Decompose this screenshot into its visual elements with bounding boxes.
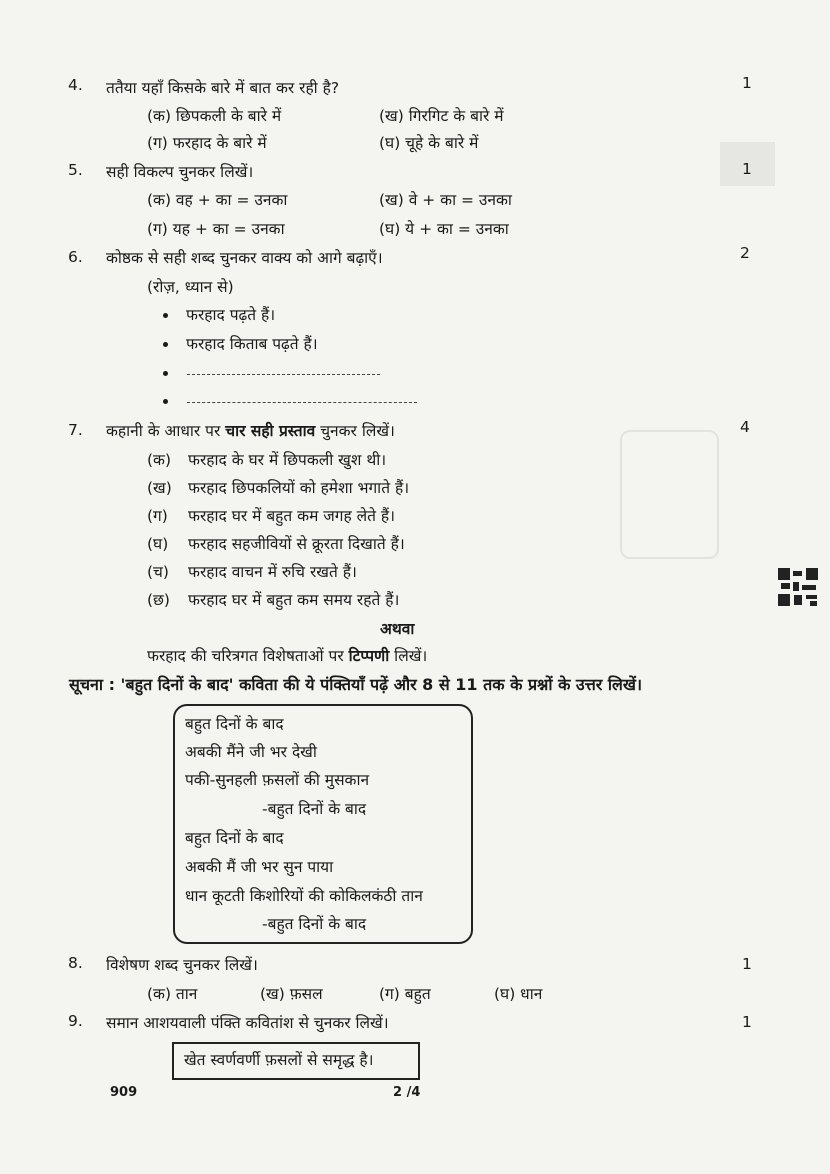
page-number: 2 /4 (393, 1085, 421, 1100)
q8-marks: 1 (742, 955, 752, 973)
paper-code: 909 (110, 1085, 138, 1100)
q6-text: कोष्ठक से सही शब्द चुनकर वाक्य को आगे बढ़ाएँ। (106, 249, 383, 267)
q8-option-a: (क) तान (147, 985, 198, 1003)
q4-number: 4. (68, 76, 83, 94)
q7-text: कहानी के आधार पर चार सही प्रस्ताव चुनकर लिखें। (106, 422, 395, 440)
q6-marks: 2 (740, 244, 750, 262)
poem-line: बहुत दिनों के बाद (185, 829, 284, 847)
poem-line: बहुत दिनों के बाद (185, 715, 284, 733)
poem-line: अबकी मैं जी भर सुन पाया (185, 858, 334, 876)
q8-option-b: (ख) फ़सल (260, 985, 323, 1003)
q8-option-d: (घ) धान (494, 985, 543, 1003)
q8-text: विशेषण शब्द चुनकर लिखें। (106, 956, 258, 974)
q5-text: सही विकल्प चुनकर लिखें। (106, 163, 254, 181)
q5-option-c: (ग) यह + का = उनका (147, 220, 285, 238)
q7-option-label: (घ) (147, 535, 169, 553)
poem-line: पकी-सुनहली फ़सलों की मुसकान (185, 771, 370, 789)
q5-marks: 1 (742, 160, 752, 178)
q4-option-a: (क) छिपकली के बारे में (147, 107, 282, 125)
bullet-icon (163, 313, 168, 318)
q7-option-label: (ग) (147, 507, 168, 525)
q5-option-a: (क) वह + का = उनका (147, 191, 288, 209)
q6-number: 6. (68, 248, 83, 266)
q5-option-b: (ख) वे + का = उनका (379, 191, 512, 209)
q7-option-text: फरहाद घर में बहुत कम जगह लेते हैं। (188, 507, 396, 525)
q4-option-d: (घ) चूहे के बारे में (379, 134, 479, 152)
q7-option-text: फरहाद घर में बहुत कम समय रहते हैं। (188, 591, 400, 609)
q8-option-c: (ग) बहुत (379, 985, 431, 1003)
q7-option-text: फरहाद वाचन में रुचि रखते हैं। (188, 563, 357, 581)
q5-number: 5. (68, 161, 83, 179)
q9-number: 9. (68, 1012, 83, 1030)
q7-option-label: (छ) (147, 591, 170, 609)
q4-marks: 1 (742, 74, 752, 92)
q7-option-label: (च) (147, 563, 169, 581)
bullet-icon (163, 399, 168, 404)
q6-word-choices: (रोज़, ध्यान से) (147, 278, 234, 296)
q7-option-text: फरहाद के घर में छिपकली खुश थी। (188, 451, 387, 469)
bullet-icon (163, 342, 168, 347)
q9-marks: 1 (742, 1013, 752, 1031)
q4-option-b: (ख) गिरगिट के बारे में (379, 107, 504, 125)
bullet-icon (163, 371, 168, 376)
poem-line: धान कूटती किशोरियों की कोकिलकंठी तान (185, 887, 423, 905)
q7-option-label: (ख) (147, 479, 172, 497)
qr-code-icon (778, 568, 818, 606)
q7-alternative: फरहाद की चरित्रगत विशेषताओं पर टिप्पणी लिखें। (147, 647, 428, 665)
q4-text: ततैया यहाँ किसके बारे में बात कर रही है? (106, 79, 340, 97)
poem-line: अबकी मैंने जी भर देखी (185, 743, 317, 761)
q4-option-c: (ग) फरहाद के बारे में (147, 134, 267, 152)
q8-number: 8. (68, 954, 83, 972)
q9-sentence: खेत स्वर्णवर्णी फ़सलों से समृद्ध है। (184, 1051, 374, 1069)
q7-marks: 4 (740, 418, 750, 436)
q9-text: समान आशयवाली पंक्ति कवितांश से चुनकर लिखें। (106, 1014, 389, 1032)
or-divider: अथवा (380, 620, 415, 638)
q7-option-text: फरहाद छिपकलियों को हमेशा भगाते हैं। (188, 479, 410, 497)
bleed-through-mark (620, 430, 719, 559)
poem-line: -बहुत दिनों के बाद (262, 915, 367, 933)
instruction-notice: सूचना : 'बहुत दिनों के बाद' कविता की ये पंक्तियाँ पढ़ें और 8 से 11 तक के प्रश्नों के उत्तर लिखें। (69, 675, 643, 694)
q6-sentence-2: फरहाद किताब पढ़ते हैं। (186, 335, 318, 353)
poem-line: -बहुत दिनों के बाद (262, 800, 367, 818)
q5-option-d: (घ) ये + का = उनका (379, 220, 509, 238)
q7-option-text: फरहाद सहजीवियों से क्रूरता दिखाते हैं। (188, 535, 405, 553)
q7-option-label: (क) (147, 451, 171, 469)
q7-number: 7. (68, 421, 83, 439)
q6-sentence-1: फरहाद पढ़ते हैं। (186, 306, 276, 324)
answer-blank-line (187, 374, 380, 375)
answer-blank-line (187, 402, 417, 403)
